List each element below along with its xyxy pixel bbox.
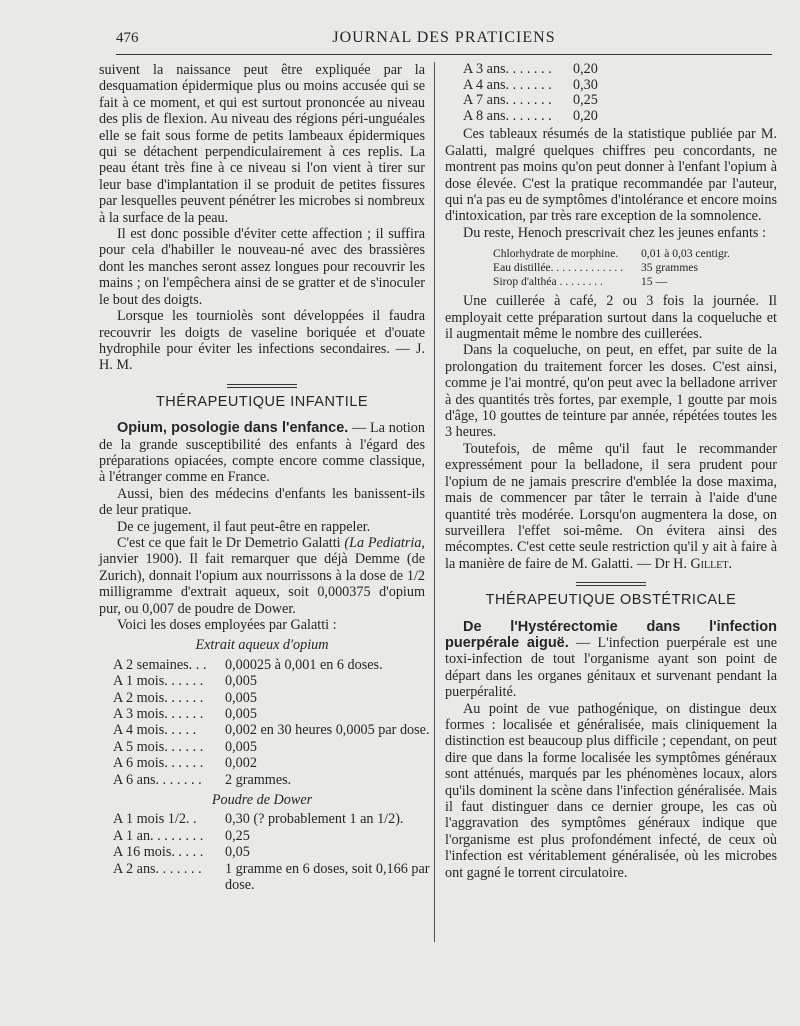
journal-reference: (La Pediatria, — [344, 534, 425, 551]
row-label: Chlorhydrate de morphine. — [493, 247, 619, 261]
section-title: THÉRAPEUTIQUE OBSTÉTRICALE — [485, 592, 737, 609]
row-label: A 5 mois. . . . . . — [113, 738, 204, 755]
paragraph: suivent la naissance peut être expliquée par la desquamation épidermique plus ou moins accusée qui se fait à ce moment, et qui est surtout prononcée au niveau des plis de flexion. Au niveau des régions péri-unguéales elle se fait sous forme de petits lambeaux épidermiques qui se détachent perpendiculairement à ces replis. La peau étant très fine à ce niveau si l'on vient à tirer sur leur base d'implantation il se produit de petites fissures par lesquelles peuvent pénétrer les microbes si nombreux à la surface de la peau. — [99, 62, 425, 226]
table-row — [493, 247, 730, 261]
table-heading: Poudre de Dower — [211, 792, 313, 809]
text: C'est ce que fait le Dr Demetrio Galatti — [117, 534, 345, 551]
row-value: 1 gramme en 6 doses, soit 0,166 par dose. — [225, 860, 430, 894]
dose-table-extract — [113, 657, 439, 788]
row-label: Sirop d'althéa . . . . . . . . — [493, 275, 603, 289]
table-row — [113, 828, 439, 844]
row-value: 0,05 — [225, 844, 250, 861]
paragraph: Voici les doses employées par Galatti : — [117, 617, 337, 633]
section-title: THÉRAPEUTIQUE INFANTILE — [155, 393, 369, 410]
text: janvier 1900). Il fait remarquer que déjà Demme (de Zurich), donnait l'opium aux nourrissons à la dose de 1/2 milligramme d'extrait aqueux, soit 0,000375 d'opium pur, ou 0,007 de poudre de Dower. — [99, 551, 425, 617]
table-row — [113, 739, 439, 755]
row-value: 0,25 — [225, 827, 250, 844]
dose-table-dower-continued — [463, 62, 598, 124]
paragraph: Au point de vue pathogénique, on distingue deux formes : localisée et généralisée, mais cliniquement la distinction est beaucoup plus difficile ; cependant, on peut dire que dans la forme localisée les symptômes généraux sont atténués, marqués par les phénomènes locaux, alors qu'ils dominent la scène dans l'infection généralisée. Mais il faut distinguer dans ce dernier groupe, les cas où l'aggravation des symptômes généraux indique que l'organisme est plus profondément infecté, de ceux où l'infection est véritablement généralisée, où les microbes ont gagné le torrent circulatoire. — [445, 700, 777, 881]
paragraph: Dans la coqueluche, on peut, en effet, par suite de la prolongation du traitement forcer les doses. C'est ainsi, comme je l'ai montré, qu'on peut avec la belladone arriver à des quantités très fortes, par exemple, 1 goutte par mois d'âge, 10 gouttes de teinture par année, répétées toutes les 3 heures. — [445, 342, 777, 441]
article-intro-text: — La notion de la grande susceptibilité des enfants à l'égard des préparations opiacées, compte encore comme classique, à l'étranger comme en France. — [99, 420, 425, 486]
row-label: Eau distillée. . . . . . . . . . . . . — [493, 261, 624, 275]
row-value: 0,20 — [573, 107, 598, 124]
table-row — [113, 772, 439, 788]
text: Toutefois, de même qu'il faut le recommander expressément pour la belladone, il sera prudent pour l'opium de ne jamais prescrire d'emblée la dose maxima, mais de commencer par tâter le terrain à l'aide d'une quantité très modérée. Lorsqu'on augmentera la dose, on surveillera l'effet soi-même. On évitera ainsi des mécomptes. C'est cette seule restriction qu'il y ait à faire à la manière de faire de M. Galatti. — Dr H. — [445, 440, 777, 572]
row-label: A 3 ans. . . . . . . — [463, 61, 552, 77]
paragraph — [445, 441, 777, 572]
row-value: 35 grammes — [641, 261, 698, 275]
table-row — [113, 844, 439, 860]
row-value: 0,25 — [573, 92, 598, 109]
row-value: 0,002 — [225, 755, 257, 772]
paragraph: Il est donc possible d'éviter cette affection ; il suffira pour cela d'habiller le nouveau-né avec des brassières dont les manches seront assez longues pour recouvrir les mains ; on l'empêchera ainsi de se gratter et de s'inoculer le bout des doigts. — [99, 226, 425, 308]
row-value: 2 grammes. — [225, 771, 292, 788]
table-row — [113, 722, 439, 738]
row-label: A 4 mois. . . . . — [113, 722, 197, 739]
section-divider — [576, 582, 646, 586]
row-label: A 2 ans. . . . . . . — [113, 860, 202, 877]
row-value: 0,01 à 0,03 centigr. — [641, 247, 730, 261]
row-label: A 1 an. . . . . . . . — [113, 827, 204, 844]
row-label: A 7 ans. . . . . . . — [463, 92, 552, 109]
left-column — [99, 62, 430, 896]
row-value: 0,005 — [225, 689, 257, 706]
row-label: A 6 ans. . . . . . . — [113, 771, 202, 788]
table-row — [113, 861, 439, 894]
table-row — [113, 690, 439, 706]
table-row — [463, 62, 598, 78]
row-label: A 2 semaines. . . — [113, 656, 207, 673]
row-value: 0,005 — [225, 738, 257, 755]
table-row — [463, 93, 598, 109]
row-label: A 3 mois. . . . . . — [113, 706, 204, 723]
paragraph: De ce jugement, il faut peut-être en rappeler. — [117, 518, 371, 535]
table-row — [113, 706, 439, 722]
right-column — [445, 62, 777, 881]
row-value: 0,002 en 30 heures 0,0005 par dose. — [225, 722, 430, 739]
table-heading: Extrait aqueux d'opium — [195, 637, 329, 654]
prescription-formula — [493, 247, 730, 289]
table-row — [463, 109, 598, 125]
row-label: A 1 mois 1/2. . — [113, 811, 197, 828]
article-intro-text: — L'infection puerpérale est une toxi-infection de tout l'organisme ayant son point de départ dans les organes génitaux et survenant pendant la puerpéralité. — [445, 634, 777, 701]
row-label: A 4 ans. . . . . . . — [463, 76, 552, 93]
table-row — [113, 811, 439, 827]
table-row — [113, 755, 439, 771]
author-signature: Gillet. — [690, 555, 732, 572]
table-row — [463, 78, 598, 94]
paragraph: Du reste, Henoch prescrivait chez les jeunes enfants : — [463, 224, 766, 241]
table-row — [113, 657, 439, 673]
article-intro — [99, 420, 425, 486]
row-value: 0,005 — [225, 673, 257, 690]
row-value: 0,00025 à 0,001 en 6 doses. — [225, 656, 383, 673]
page-number: 476 — [116, 30, 139, 46]
journal-title: JOURNAL DES PRATICIENS — [332, 29, 556, 46]
row-value: 15 — — [641, 275, 668, 289]
table-row — [493, 275, 730, 289]
dose-table-dower — [113, 811, 439, 893]
article-title: De l'Hystérectomie dans l'infection puerpérale aiguë. — [445, 618, 777, 651]
row-label: A 16 mois. . . . . — [113, 844, 204, 861]
row-value: 0,30 — [573, 76, 598, 93]
paragraph — [99, 535, 425, 617]
row-label: A 1 mois. . . . . . — [113, 673, 204, 690]
article-title: Opium, posologie dans l'enfance. — [117, 420, 349, 437]
column-divider — [434, 62, 435, 942]
section-divider — [227, 384, 297, 388]
page-header — [116, 28, 772, 55]
paragraph: Aussi, bien des médecins d'enfants les banissent-ils de leur pratique. — [99, 485, 425, 519]
row-value: 0,005 — [225, 706, 257, 723]
table-row — [493, 261, 730, 275]
row-value: 0,20 — [573, 61, 598, 77]
paragraph: Ces tableaux résumés de la statistique publiée par M. Galatti, malgré quelques chiffres peu concordants, ne montrent pas moins qu'on peut donner à l'enfant l'opium à dose élevée. C'est la pratique recommandée par l'auteur, qui n'a pas eu de symptômes d'intolérance et encore moins d'intoxication, par très rare exception de la somnolence. — [445, 126, 777, 225]
row-label: A 6 mois. . . . . . — [113, 755, 204, 772]
row-label: A 2 mois. . . . . . — [113, 689, 204, 706]
table-row — [113, 673, 439, 689]
row-value: 0,30 (? probablement 1 an 1/2). — [225, 811, 404, 828]
paragraph: Lorsque les tourniolès sont développées il faudra recouvrir les doigts de vaseline boriquée et d'ouate hydrophile pour éviter les infections secondaires. — J. H. M. — [99, 308, 425, 374]
paragraph: Une cuillerée à café, 2 ou 3 fois la journée. Il employait cette préparation surtout dans la coqueluche et il augmentait même le nombre des cuillerées. — [445, 293, 777, 343]
article-intro — [445, 619, 777, 701]
row-label: A 8 ans. . . . . . . — [463, 107, 552, 124]
